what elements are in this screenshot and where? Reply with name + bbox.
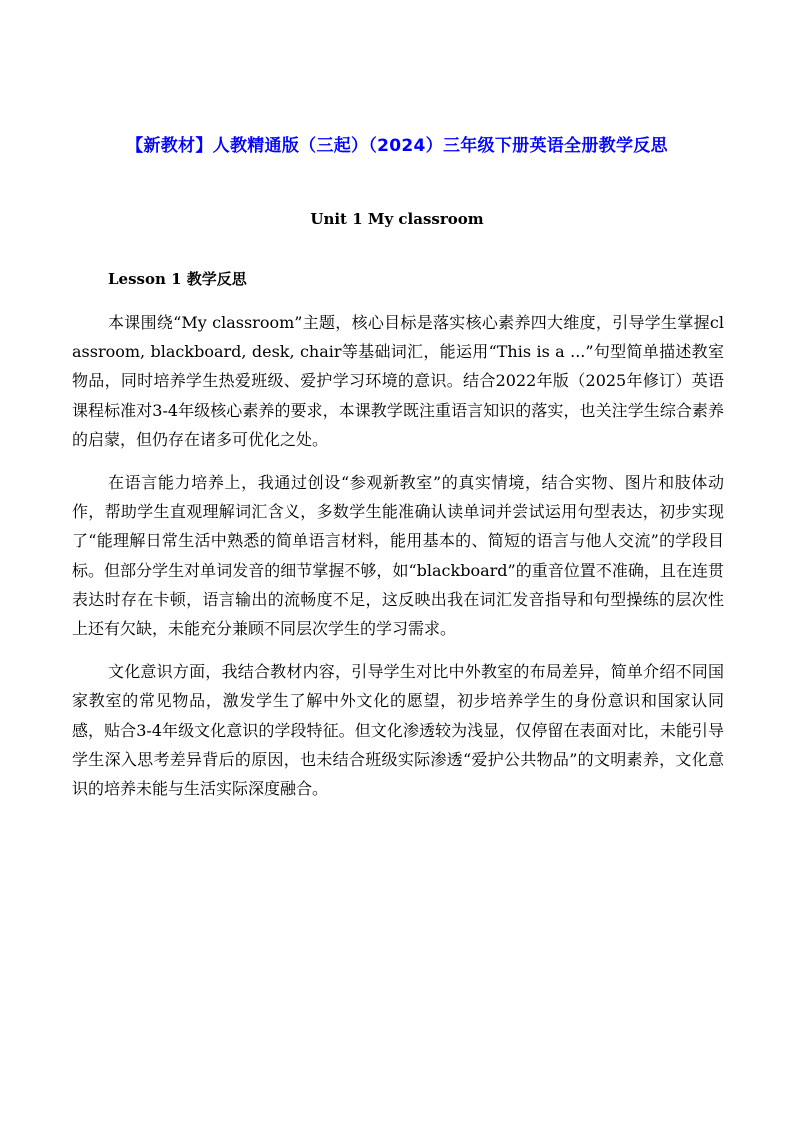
unit-title: Unit 1 My classroom: [310, 210, 484, 228]
lesson-heading: Lesson 1 教学反思: [108, 270, 247, 288]
document-body: [72, 308, 724, 817]
paragraph: 本课围绕“My classroom”主题，核心目标是落实核心素养四大维度，引导学生掌握classroom, blackboard, desk, chair等基础词汇，能运用“This is a ...”句型简单描述教室物品，同时培养学生热爱班级、爱护学习环境的意识。结合2022年版（2025年修订）英语课程标准对3-4年级核心素养的要求，本课教学既注重语言知识的落实，也关注学生综合素养的启蒙，但仍存在诸多可优化之处。: [72, 313, 724, 449]
paragraph: 在语言能力培养上，我通过创设“参观新教室”的真实情境，结合实物、图片和肢体动作，帮助学生直观理解词汇含义，多数学生能准确认读单词并尝试运用句型表达，初步实现了“能理解日常生活中熟悉的简单语言材料，能用基本的、简短的语言与他人交流”的学段目标。但部分学生对单词发音的细节掌握不够，如“blackboard”的重音位置不准确，且在连贯表达时存在卡顿，语言输出的流畅度不足，这反映出我在词汇发音指导和句型操练的层次性上还有欠缺，未能充分兼顾不同层次学生的学习需求。: [72, 473, 724, 639]
document-title: 【新教材】人教精通版（三起）（2024）三年级下册英语全册教学反思: [126, 136, 668, 156]
paragraph: 文化意识方面，我结合教材内容，引导学生对比中外教室的布局差异，简单介绍不同国家教室的常见物品，激发学生了解中外文化的愿望，初步培养学生的身份意识和国家认同感，贴合3-4年级文化意识的学段特征。但文化渗透较为浅显，仅停留在表面对比，未能引导学生深入思考差异背后的原因，也未结合班级实际渗透“爱护公共物品”的文明素养，文化意识的培养未能与生活实际深度融合。: [72, 662, 724, 799]
